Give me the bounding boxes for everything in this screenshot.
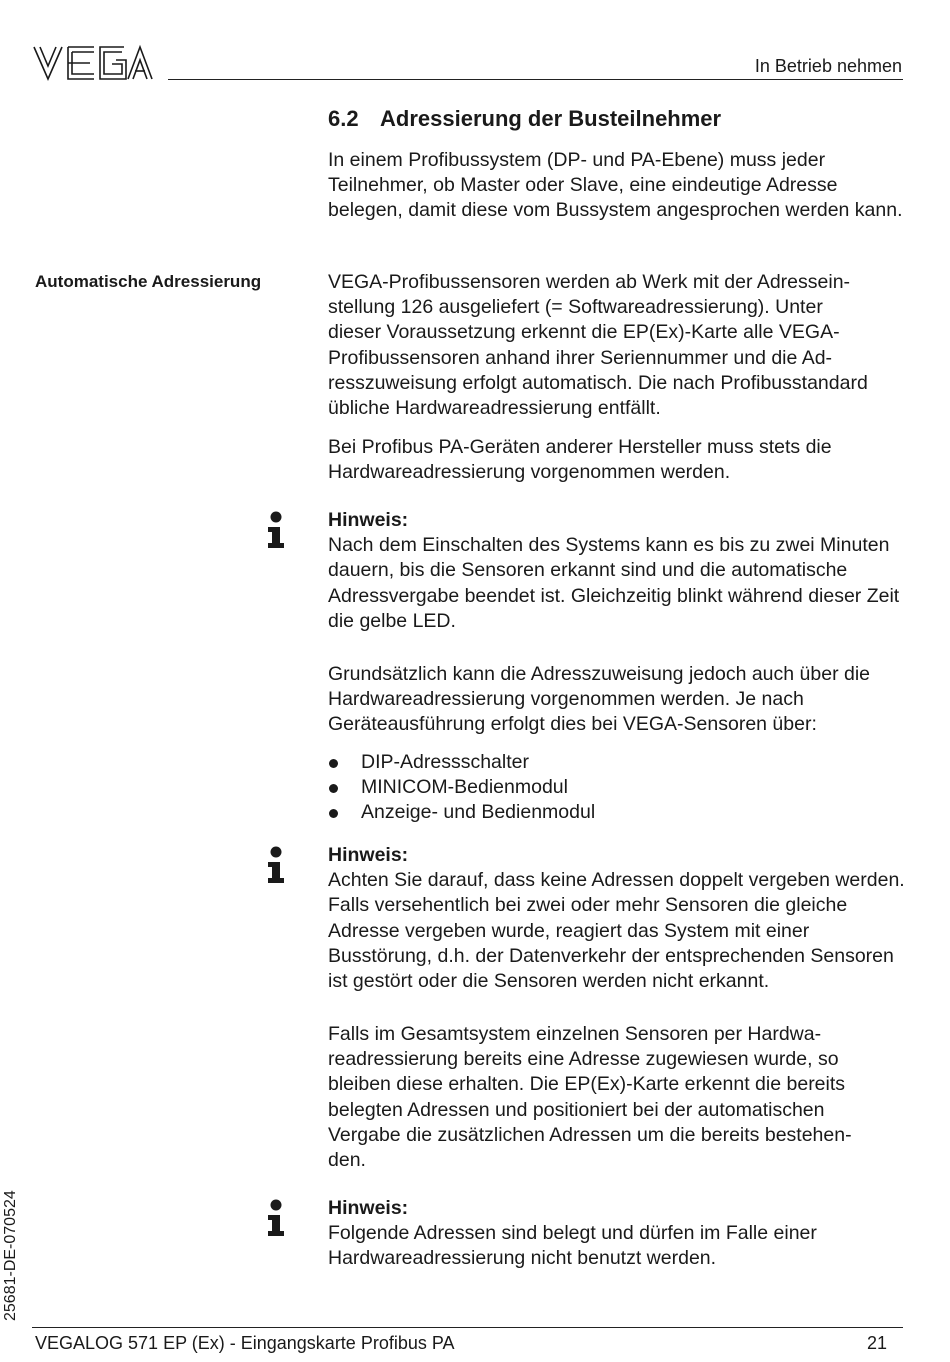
footer-title: VEGALOG 571 EP (Ex) - Eingangskarte Profibus PA [35,1333,455,1353]
text-line: Profibussensoren anhand ihrer Seriennummer und die Ad- [328,346,833,369]
note-box-3 [328,1196,906,1272]
text-line: stellung 126 ausgeliefert (= Softwareadressierung). Unter [328,296,823,319]
text-line: belegten Adressen und positioniert bei der automatischen [328,1098,825,1121]
existing-addresses-paragraph [328,1022,906,1173]
side-label-automatic-addressing: Automatische Adressierung [35,272,262,291]
note-text: Folgende Adressen sind belegt und dürfen im Falle einer Hardwareadressierung nicht benutzt werden. [328,1222,817,1270]
note-text: Achten Sie darauf, dass keine Adressen doppelt vergeben werden. Falls versehentlich bei zwei oder mehr Sensoren die gleiche Adresse vergeben wurde, reagiert das System mit einer Busstörung, d.h. der Datenverkehr der entsprechenden Sensoren ist gestört oder die Sensoren werden nicht erkannt. [328,869,905,993]
note-title: Hinweis: [328,509,409,531]
other-vendor-paragraph: Bei Profibus PA-Geräten anderer Hersteller muss stets die Hardwareadressierung vorgenommen werden. [328,436,832,484]
vega-logo [32,44,154,82]
section-title: Adressierung der Busteilnehmer [380,106,722,131]
section-heading [328,106,721,132]
note-title: Hinweis: [328,844,409,866]
section-number: 6.2 [328,106,359,131]
info-icon [265,510,287,550]
document-id: 25681-DE-070524 [2,1190,19,1322]
note-box-2 [328,843,906,994]
note-text: Nach dem Einschalten des Systems kann es bis zu zwei Minuten dauern, bis die Sensoren erkannt sind und die automatische Adressvergabe beendet ist. Gleichzeitig blinkt während dieser Zeit die gelbe LED. [328,534,900,632]
hardware-addressing-paragraph: Grundsätzlich kann die Adresszuweisung jedoch auch über die Hardwareadressierung vorgenommen werden. Je nach Geräteausführung erfolgt dies bei VEGA-Sensoren über: [328,663,871,736]
info-icon [265,845,287,885]
auto-addressing-paragraph [328,270,906,421]
intro-paragraph: In einem Profibussystem (DP- und PA-Ebene) muss jeder Teilnehmer, ob Master oder Slave, eine eindeutige Adresse belegen, damit diese vom Bussystem angesprochen werden kann. [328,149,903,222]
list-item: DIP-Adressschalter [328,750,906,775]
text-line: VEGA-Profibussensoren werden ab Werk mit der Adressein- [328,271,851,293]
list-item: Anzeige- und Bedienmodul [328,800,906,825]
header-section-title: In Betrieb nehmen [754,56,902,76]
text-line: übliche Hardwareadressierung entfällt. [328,397,661,420]
hardware-options-list [328,750,906,826]
text-line: bleiben diese erhalten. Die EP(Ex)-Karte erkennt die bereits [328,1073,846,1096]
note-box-1 [328,508,906,634]
text-line: readressierung bereits eine Adresse zugewiesen wurde, so [328,1048,839,1071]
text-line: Vergabe die zusätzlichen Adressen um die bereits bestehen- [328,1123,852,1146]
info-icon [265,1198,287,1238]
header-rule [168,79,903,80]
list-item: MINICOM-Bedienmodul [328,775,906,800]
text-line: den. [328,1149,366,1172]
text-line: dieser Voraussetzung erkennt die EP(Ex)-Karte alle VEGA- [328,321,840,344]
note-title: Hinweis: [328,1197,409,1219]
text-line: Falls im Gesamtsystem einzelnen Sensoren per Hardwa- [328,1023,822,1045]
text-line: resszuweisung erfolgt automatisch. Die nach Profibusstandard [328,371,868,394]
page-number: 21 [866,1333,887,1353]
footer-rule [32,1327,903,1328]
